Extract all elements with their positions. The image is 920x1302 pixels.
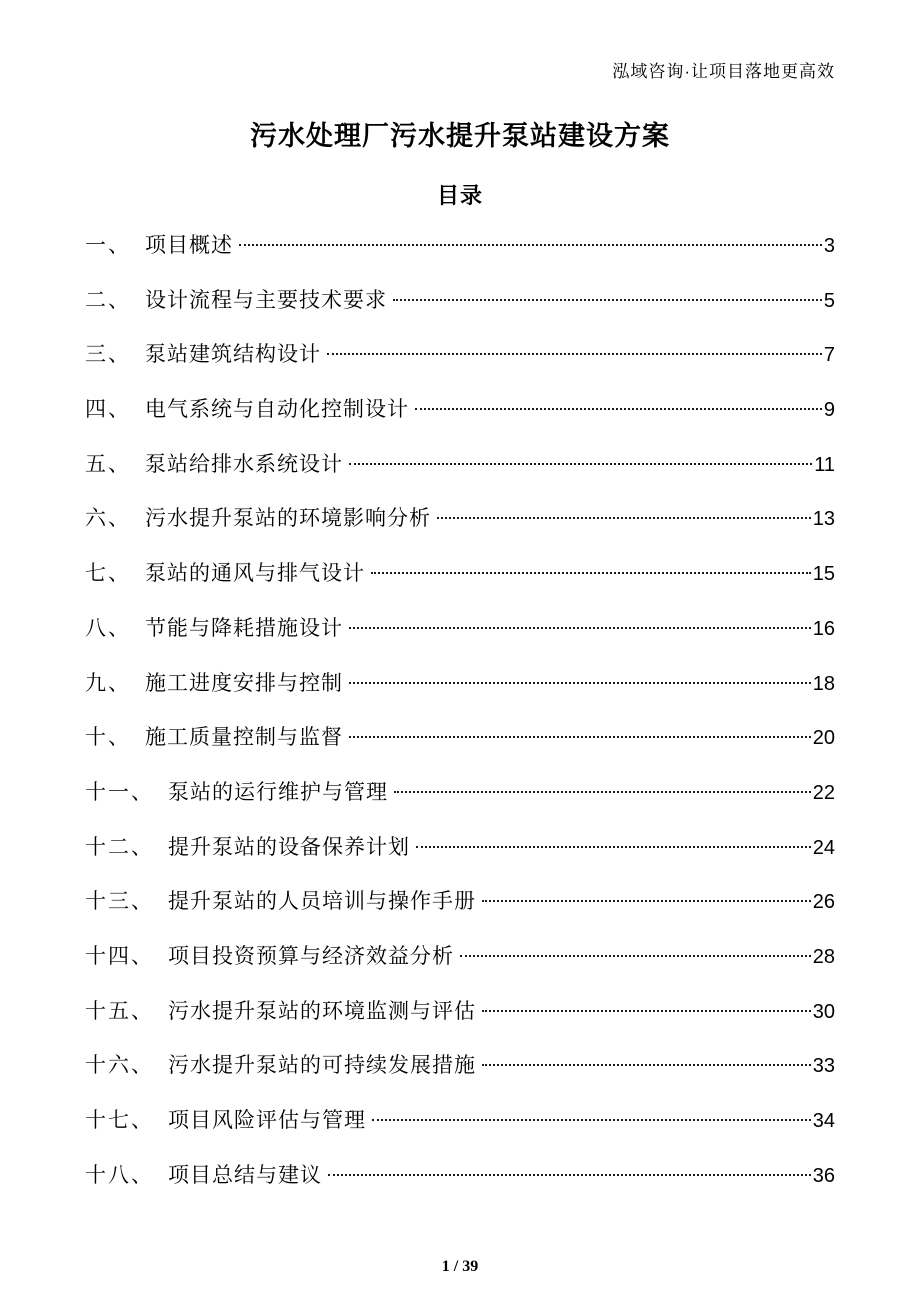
toc-entry[interactable] [85, 722, 835, 777]
toc-entry-number: 十、 [85, 725, 131, 750]
toc-leader-dots [328, 1174, 811, 1176]
toc-entry-page: 5 [823, 289, 835, 312]
document-title: 污水处理厂污水提升泵站建设方案 [250, 121, 670, 151]
toc-leader-dots [437, 517, 811, 519]
toc-leader-dots [349, 627, 811, 629]
toc-entry-title: 项目投资预算与经济效益分析 [168, 943, 454, 968]
toc-entry-title: 提升泵站的人员培训与操作手册 [168, 889, 476, 914]
toc-entry-number: 十六、 [85, 1053, 154, 1078]
toc-heading: 目录 [436, 183, 483, 208]
toc-entry-page: 20 [812, 727, 835, 750]
toc-entry-page: 7 [823, 344, 835, 367]
brand-header: 泓域咨询·让项目落地更高效 [612, 62, 835, 81]
toc-leader-dots [349, 463, 812, 465]
toc-entry-number: 九、 [85, 670, 131, 695]
toc-entry-page: 24 [812, 836, 835, 859]
toc-entry-title: 项目概述 [145, 233, 233, 257]
toc-entry[interactable] [85, 339, 835, 394]
toc-entry-page: 34 [812, 1110, 835, 1132]
toc-entry[interactable] [85, 394, 835, 449]
toc-entry-title: 施工质量控制与监督 [145, 725, 343, 750]
toc-entry-title: 污水提升泵站的环境影响分析 [145, 506, 431, 531]
page-number-footer: 1 / 39 [441, 1258, 479, 1275]
toc-leader-dots [349, 682, 811, 684]
toc-entry-page: 15 [812, 563, 835, 586]
toc-entry-number: 十一、 [85, 779, 154, 804]
toc-entry[interactable] [85, 1050, 835, 1105]
toc-entry-title: 泵站的通风与排气设计 [145, 561, 365, 586]
toc-entry-title: 节能与降耗措施设计 [145, 615, 343, 640]
toc-entry-number: 四、 [85, 397, 131, 422]
toc-entry-title: 项目风险评估与管理 [168, 1108, 366, 1132]
toc-entry-page: 33 [812, 1055, 835, 1078]
toc-entry-page: 30 [812, 1000, 835, 1023]
toc-entry[interactable] [85, 996, 835, 1051]
toc-entry-number: 十八、 [85, 1162, 154, 1187]
toc-leader-dots [482, 1010, 811, 1012]
toc-leader-dots [415, 408, 822, 410]
toc-list [85, 230, 835, 1214]
toc-entry-page: 3 [823, 235, 835, 257]
toc-entry-title: 提升泵站的设备保养计划 [168, 834, 410, 859]
toc-entry-number: 十二、 [85, 834, 154, 859]
toc-entry[interactable] [85, 1160, 835, 1215]
toc-entry-number: 八、 [85, 615, 131, 640]
toc-entry[interactable] [85, 285, 835, 340]
toc-entry-title: 电气系统与自动化控制设计 [145, 397, 409, 422]
toc-entry-title: 泵站的运行维护与管理 [168, 779, 388, 804]
toc-entry-page: 9 [823, 399, 835, 422]
toc-entry[interactable] [85, 668, 835, 723]
toc-entry-number: 七、 [85, 561, 131, 586]
toc-entry-number: 十三、 [85, 889, 154, 914]
toc-entry-number: 十七、 [85, 1108, 154, 1132]
toc-entry-title: 项目总结与建议 [168, 1162, 322, 1187]
toc-entry-title: 施工进度安排与控制 [145, 670, 343, 695]
toc-leader-dots [327, 353, 822, 355]
toc-entry-number: 五、 [85, 451, 131, 476]
toc-leader-dots [349, 736, 811, 738]
toc-entry-page: 18 [812, 672, 835, 695]
toc-entry-page: 26 [812, 891, 835, 914]
toc-entry-page: 11 [814, 453, 835, 476]
toc-leader-dots [372, 1119, 811, 1121]
toc-entry-title: 泵站建筑结构设计 [145, 342, 321, 367]
toc-entry-page: 22 [812, 781, 835, 804]
toc-entry[interactable] [85, 230, 835, 285]
toc-entry[interactable] [85, 449, 835, 504]
toc-entry[interactable] [85, 832, 835, 887]
toc-leader-dots [239, 244, 822, 246]
toc-entry-number: 六、 [85, 506, 131, 531]
toc-entry-title: 污水提升泵站的环境监测与评估 [168, 998, 476, 1023]
toc-entry-number: 十四、 [85, 943, 154, 968]
toc-entry-page: 36 [812, 1164, 835, 1187]
toc-entry-page: 28 [812, 945, 835, 968]
toc-entry-page: 13 [812, 508, 835, 531]
toc-entry-title: 设计流程与主要技术要求 [145, 287, 387, 312]
toc-entry-page: 16 [812, 617, 835, 640]
toc-entry-number: 十五、 [85, 998, 154, 1023]
toc-leader-dots [394, 791, 811, 793]
toc-entry[interactable] [85, 503, 835, 558]
toc-entry[interactable] [85, 558, 835, 613]
toc-leader-dots [371, 572, 811, 574]
toc-entry-title: 泵站给排水系统设计 [145, 451, 343, 476]
toc-entry[interactable] [85, 1105, 835, 1160]
toc-leader-dots [416, 846, 811, 848]
toc-entry-number: 三、 [85, 342, 131, 367]
toc-entry[interactable] [85, 613, 835, 668]
toc-entry-number: 二、 [85, 287, 131, 312]
toc-leader-dots [460, 955, 811, 957]
toc-leader-dots [482, 900, 811, 902]
toc-entry[interactable] [85, 941, 835, 996]
toc-entry-number: 一、 [85, 233, 131, 257]
toc-entry[interactable] [85, 886, 835, 941]
toc-leader-dots [393, 299, 822, 301]
toc-entry-title: 污水提升泵站的可持续发展措施 [168, 1053, 476, 1078]
toc-leader-dots [482, 1064, 811, 1066]
toc-entry[interactable] [85, 777, 835, 832]
